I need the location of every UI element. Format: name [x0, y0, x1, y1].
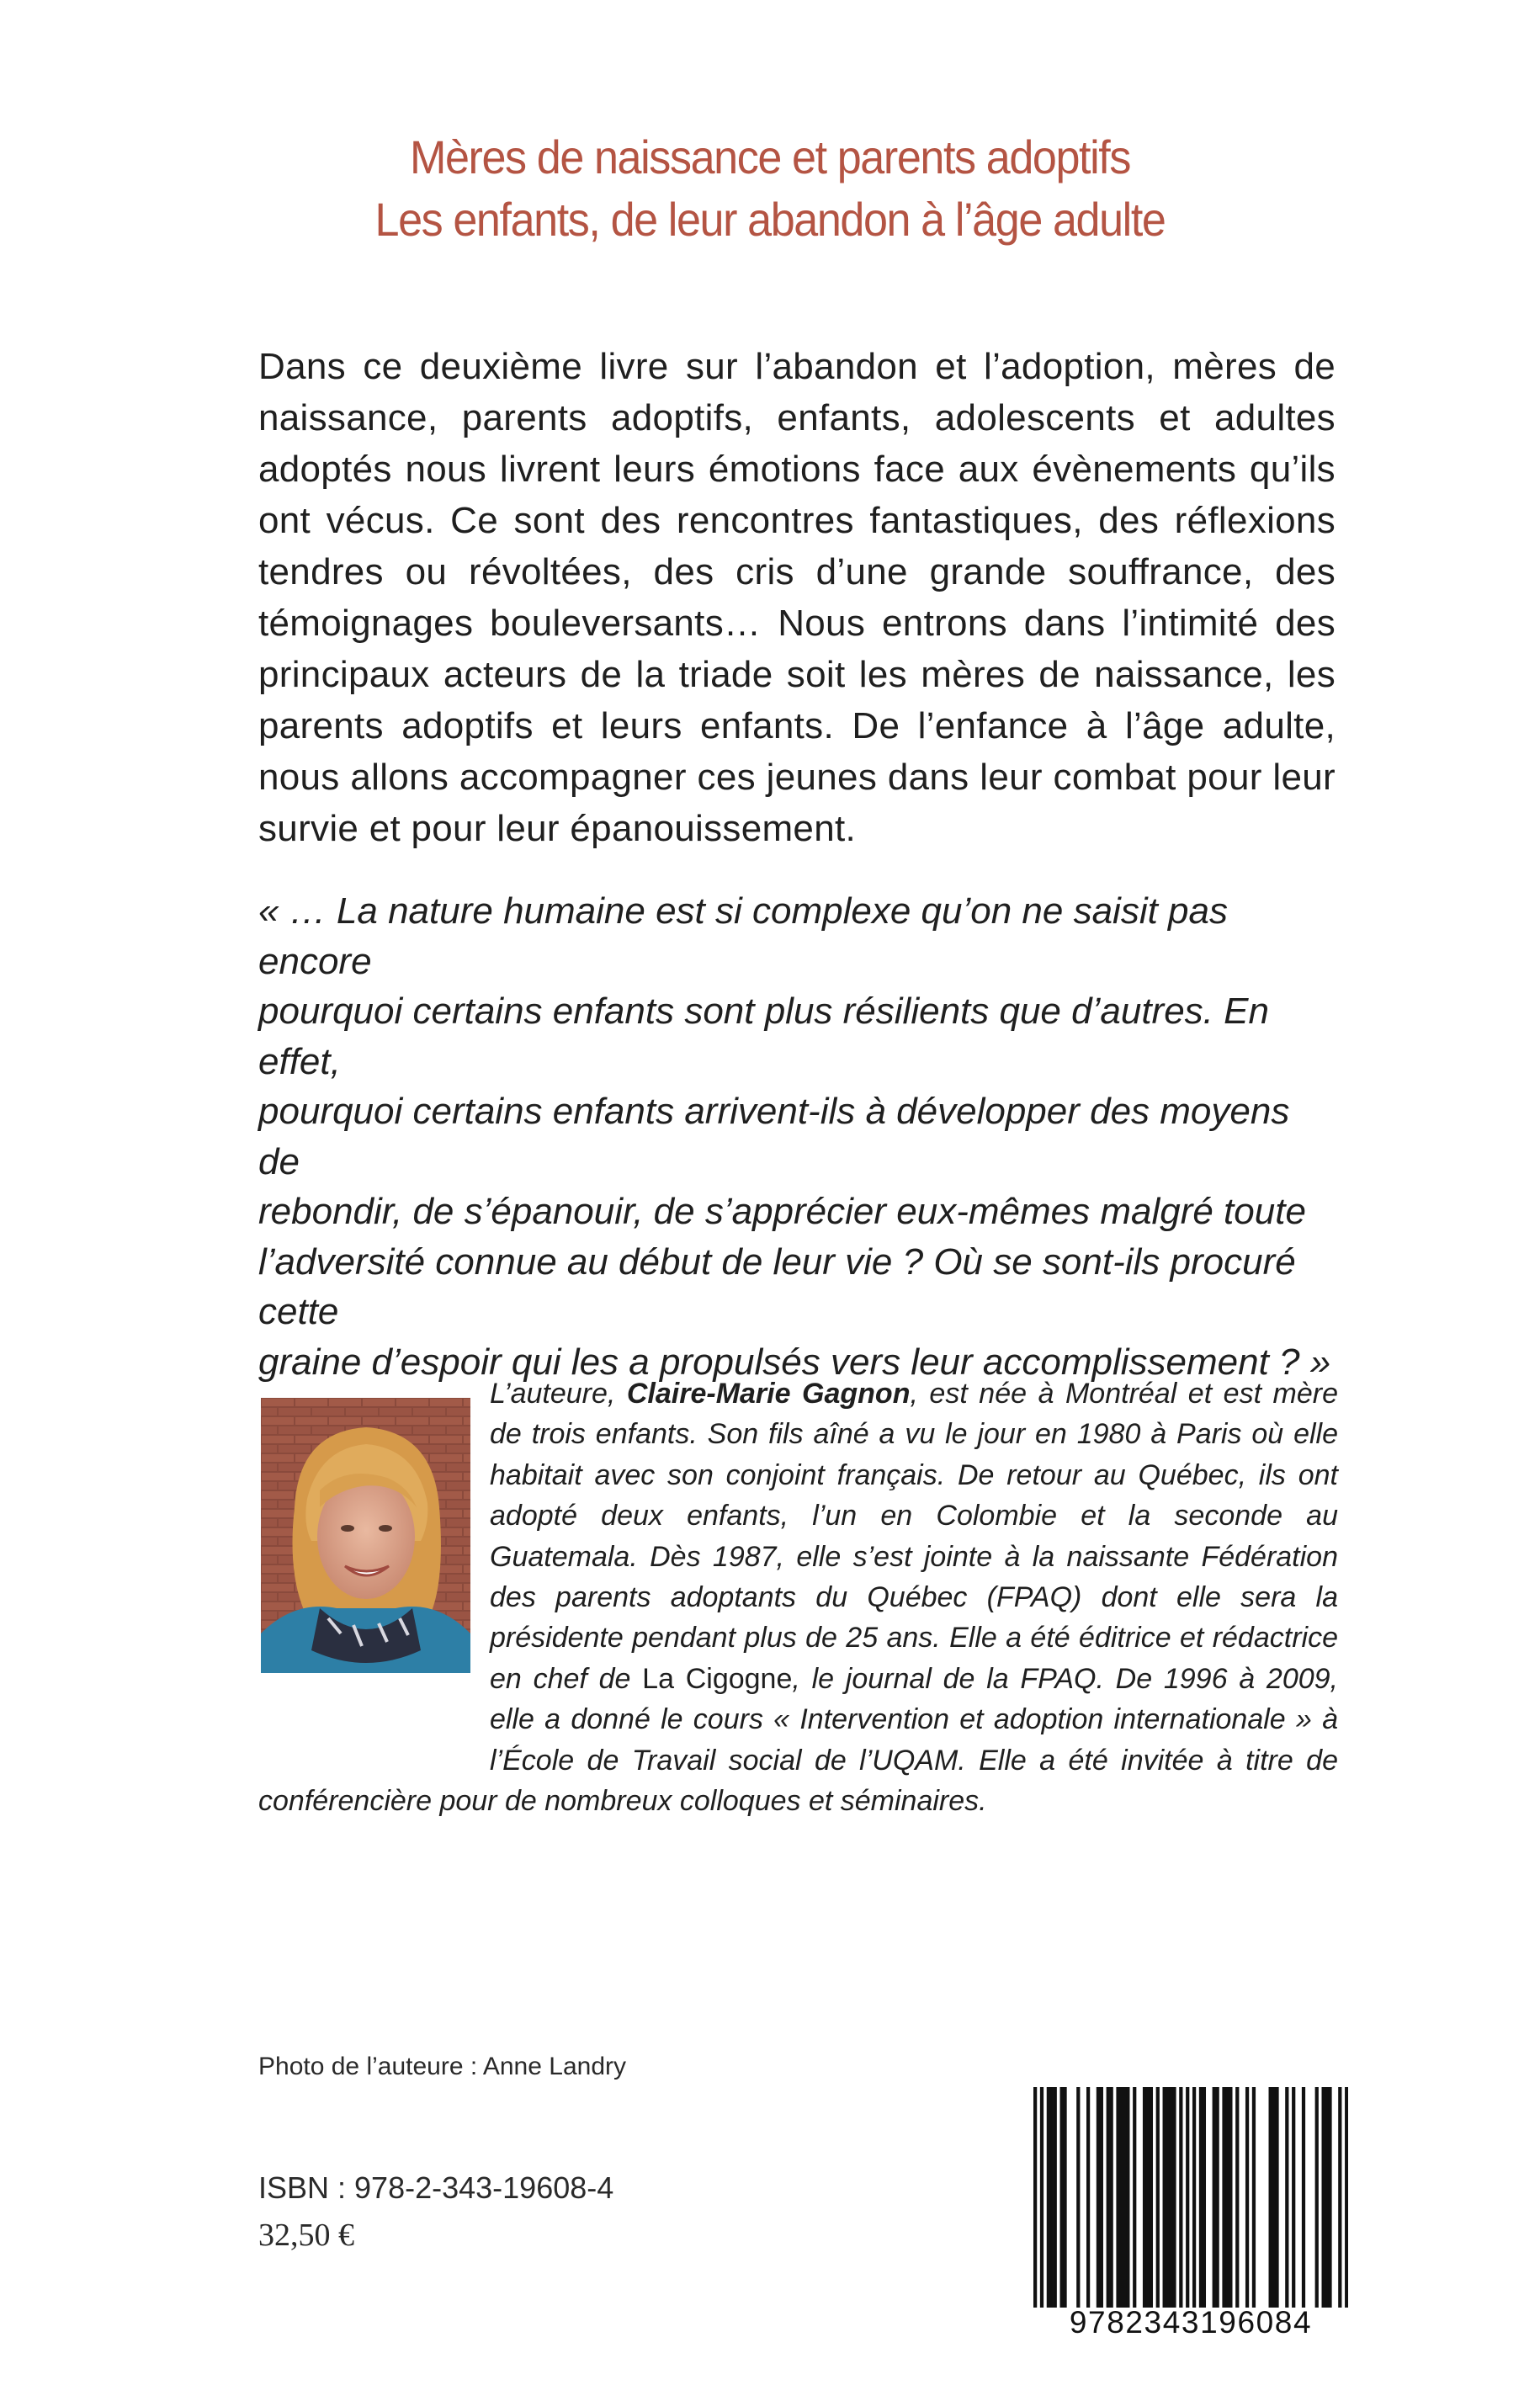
barcode-bar: [1285, 2087, 1288, 2308]
barcode-bar: [1063, 2087, 1066, 2308]
barcode-bar: [1328, 2087, 1331, 2308]
intro-paragraph: Dans ce deuxième livre sur l’abandon et l’adoption, mères de naissance, parents adoptifs, enfants, adolescents et adultes adoptés nous livrent leurs émotions face aux évènements qu’ils ont vécus. Ce sont des rencontres fantastiques, des réflexions tendres ou révoltées, des cris d’une grande souffrance, des témoignages bouleversants… Nous entrons dans l’intimité des principaux acteurs de la triade soit les mères de naissance, les parents adoptifs et leurs enfants. De l’enfance à l’âge adulte, nous allons accompagner ces jeunes dans leur combat pour leur survie et pour leur épanouissement.: [258, 346, 1336, 849]
price-label: 32,50 €: [258, 2218, 354, 2253]
barcode-bar: [1325, 2087, 1328, 2308]
barcode-bar: [1166, 2087, 1169, 2308]
barcode-bar: [1225, 2087, 1229, 2308]
book-title: [54, 126, 1486, 251]
barcode-bar: [1150, 2087, 1153, 2308]
barcode-bar: [1186, 2087, 1189, 2308]
barcode-bar: [1086, 2087, 1090, 2308]
barcode-bar: [1156, 2087, 1160, 2308]
barcode-bar: [1275, 2087, 1278, 2308]
barcode-bar: [1203, 2087, 1206, 2308]
barcode-bar: [1199, 2087, 1203, 2308]
barcode-bar: [1126, 2087, 1129, 2308]
isbn-label: ISBN : 978-2-343-19608-4: [258, 2170, 614, 2205]
barcode-bar: [1322, 2087, 1325, 2308]
barcode-bar: [1050, 2087, 1054, 2308]
barcode-bar: [1235, 2087, 1239, 2308]
barcode-bar: [1302, 2087, 1305, 2308]
title-line-1: Mères de naissance et parents adoptifs: [409, 130, 1131, 183]
barcode-bar: [1192, 2087, 1196, 2308]
barcode-bar: [1076, 2087, 1080, 2308]
barcode-bar: [1040, 2087, 1043, 2308]
barcode-bar: [1163, 2087, 1166, 2308]
barcode-bar: [1059, 2087, 1063, 2308]
barcode-bar: [1172, 2087, 1176, 2308]
barcode-bar: [1033, 2087, 1037, 2308]
barcode-bar: [1315, 2087, 1319, 2308]
barcode-bar: [1169, 2087, 1172, 2308]
barcode-bar: [1123, 2087, 1126, 2308]
author-name: Claire-Marie Gagnon: [626, 1378, 911, 1410]
barcode-bar: [1107, 2087, 1110, 2308]
barcode-digits: 9782343196084: [1069, 2305, 1313, 2340]
barcode-bar: [1133, 2087, 1136, 2308]
barcode-bar: [1110, 2087, 1113, 2308]
barcode-bar: [1345, 2087, 1348, 2308]
journal-name: La Cigogne: [642, 1662, 793, 1695]
barcode-bar: [1054, 2087, 1057, 2308]
barcode-bar: [1292, 2087, 1295, 2308]
barcode-bar: [1179, 2087, 1182, 2308]
barcode-bar: [1213, 2087, 1216, 2308]
barcode-bar: [1097, 2087, 1100, 2308]
barcode-bar: [1143, 2087, 1146, 2308]
barcode-bar: [1146, 2087, 1150, 2308]
barcode-bar: [1047, 2087, 1050, 2308]
barcode-bar: [1229, 2087, 1232, 2308]
barcode-bar: [1252, 2087, 1256, 2308]
barcode-bar: [1269, 2087, 1272, 2308]
quote-paragraph: « … La nature humaine est si complexe qu’on ne saisit pas encore pourquoi certains enfants sont plus résilients que d’autres. En effet, pourquoi certains enfants arrivent-ils à développer des moyens de rebondir, de s’épanouir, de s’apprécier eux-mêmes malgré toute l’adversité connue au début de leur vie ? Où se sont-ils procuré cette graine d’espoir qui les a propulsés vers leur accomplissement ? »: [258, 890, 1331, 1383]
barcode-bar: [1100, 2087, 1103, 2308]
title-line-2: Les enfants, de leur abandon à l’âge adulte: [374, 193, 1166, 246]
barcode-bar: [1338, 2087, 1341, 2308]
author-bio: L’auteure, Claire-Marie Gagnon, est née à Montréal et est mère de trois enfants. Son fils aîné a vu le jour en 1980 à Paris où elle habitait avec son conjoint français. De retour au Québec, ils ont adopté deux enfants, l’un en Colombie et la seconde au Guatemala. Dès 1987, elle s’est jointe à la naissante Fédération des parents adoptants du Québec (FPAQ) dont elle sera la présidente pendant plus de 25 ans. Elle a été éditrice et rédactrice en chef de La Cigogne, le journal de la FPAQ. De 1996 à 2009, elle a donné le cours « Intervention et adoption internationale » à l’École de Travail social de l’UQAM. Elle a été invitée à titre de conférencière pour de nombreux colloques et séminaires.: [258, 1378, 1338, 1818]
photo-credit: Photo de l’auteure : Anne Landry: [258, 2053, 626, 2080]
barcode-bar: [1116, 2087, 1119, 2308]
barcode-bar: [1245, 2087, 1249, 2308]
barcode-bar: [1222, 2087, 1225, 2308]
barcode-bar: [1216, 2087, 1219, 2308]
barcode-bar: [1119, 2087, 1123, 2308]
barcode-bar: [1272, 2087, 1275, 2308]
barcode: [1033, 2087, 1348, 2308]
